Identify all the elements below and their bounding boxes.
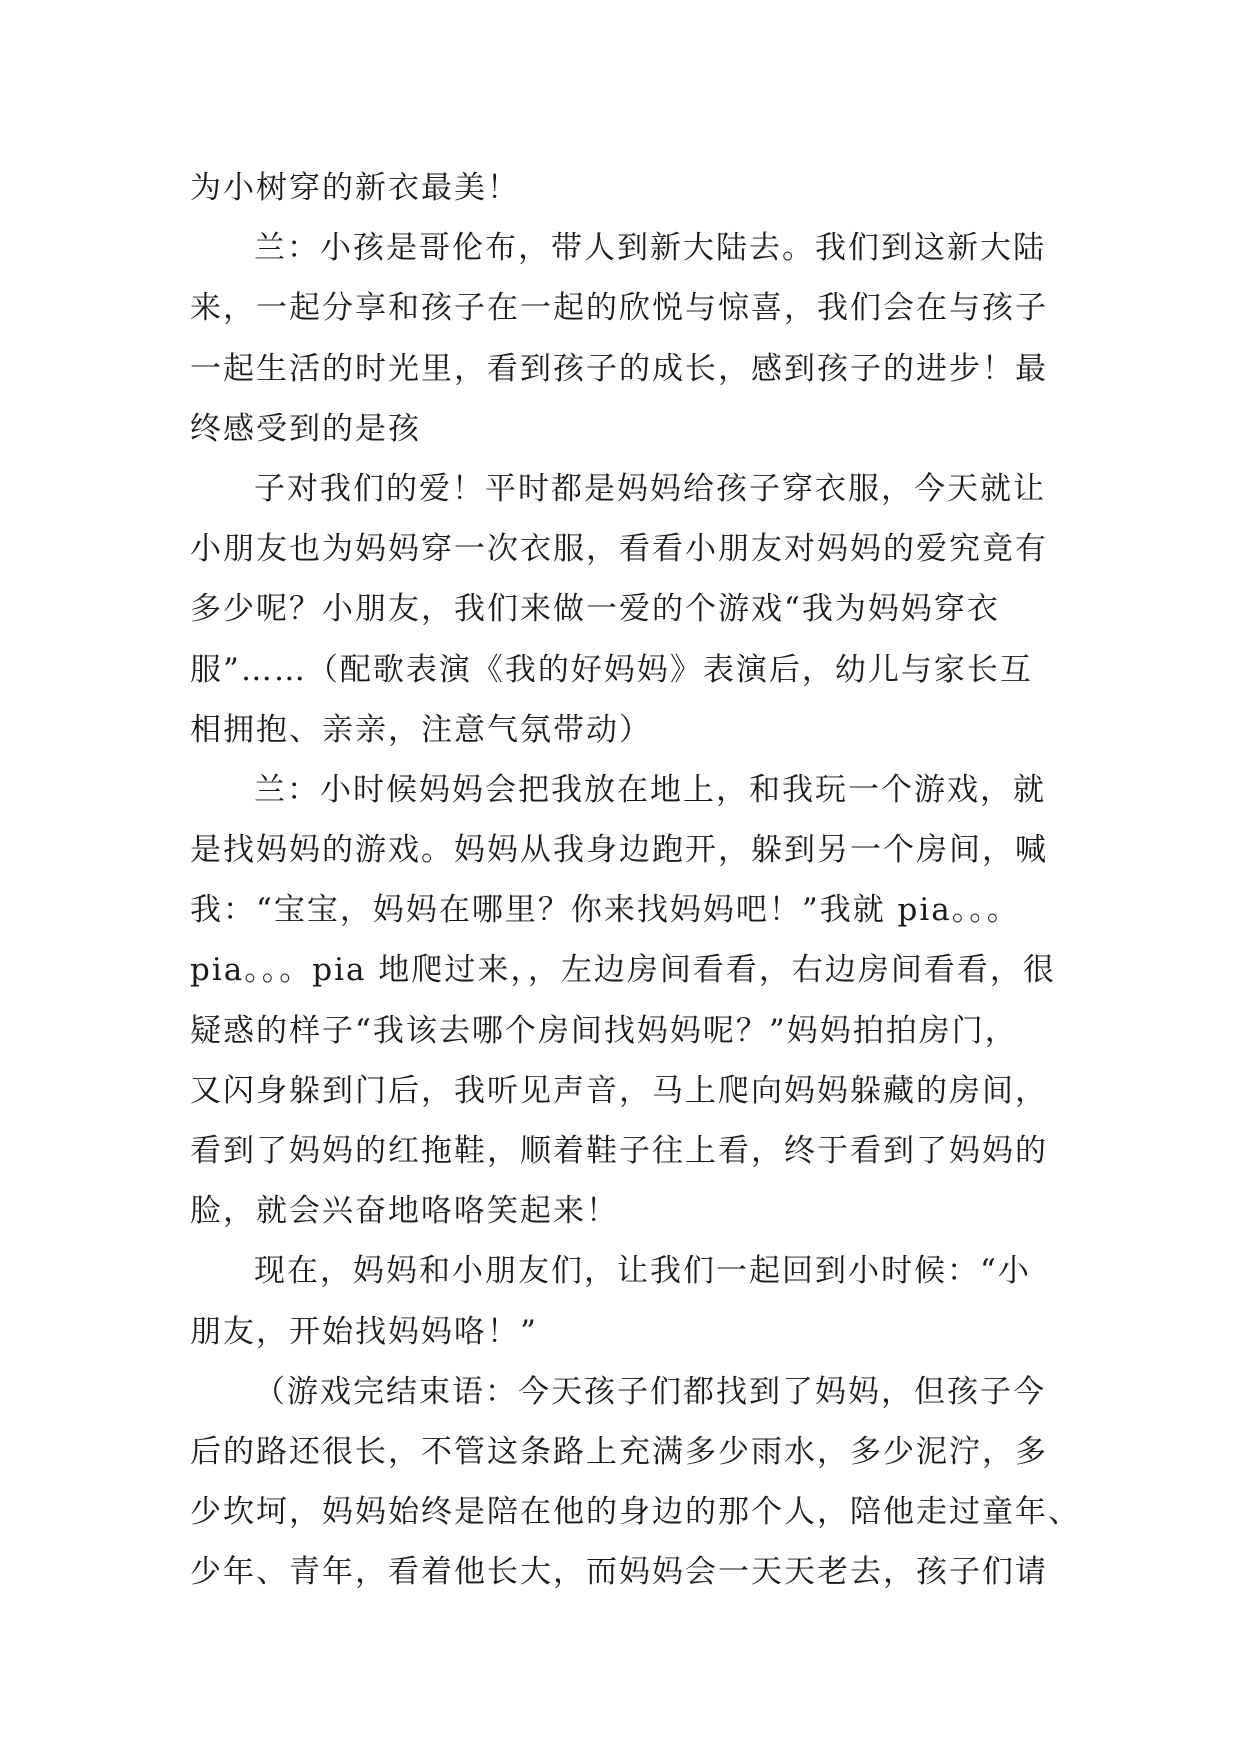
text-line: 疑惑的样子“我该去哪个房间找妈妈呢？”妈妈拍拍房门， [190, 1012, 1018, 1049]
text-line: 朋友，开始找妈妈咯！” [190, 1313, 538, 1350]
text-line: 相拥抱、亲亲，注意气氛带动） [190, 711, 652, 748]
text-line: 小朋友也为妈妈穿一次衣服，看看小朋友对妈妈的爱究竟有 [190, 531, 1048, 568]
text-line: 少年、青年，看着他长大，而妈妈会一天天老去，孩子们请 [190, 1554, 1048, 1591]
text-line: 少坎坷，妈妈始终是陪在他的身边的那个人，陪他走过童年、 [190, 1494, 1081, 1531]
text-line: 兰：小时候妈妈会把我放在地上，和我玩一个游戏，就 [254, 771, 1046, 808]
text-line: 我：“宝宝，妈妈在哪里？你来找妈妈吧！”我就 pia。。。 [190, 892, 1020, 929]
text-line: 来，一起分享和孩子在一起的欣悦与惊喜，我们会在与孩子 [190, 290, 1048, 327]
document-body [190, 158, 1081, 1603]
text-line: 是找妈妈的游戏。妈妈从我身边跑开，躲到另一个房间，喊 [190, 832, 1048, 869]
text-line: 服”……（配歌表演《我的好妈妈》表演后，幼儿与家长互 [190, 651, 1033, 688]
text-line: （游戏完结束语：今天孩子们都找到了妈妈，但孩子今 [254, 1373, 1046, 1410]
text-line: 为小树穿的新衣最美！ [190, 170, 520, 206]
text-line: 脸，就会兴奋地咯咯笑起来！ [190, 1193, 619, 1230]
text-line: 又闪身躲到门后，我听见声音，马上爬向妈妈躲藏的房间， [190, 1072, 1048, 1109]
text-line: 终感受到的是孩 [190, 410, 421, 447]
text-line: 后的路还很长，不管这条路上充满多少雨水，多少泥泞，多 [190, 1433, 1048, 1470]
text-line: 多少呢？小朋友，我们来做一爱的个游戏“我为妈妈穿衣 [190, 591, 1000, 628]
text-line: 看到了妈妈的红拖鞋，顺着鞋子往上看，终于看到了妈妈的 [190, 1133, 1048, 1169]
text-line: 一起生活的时光里，看到孩子的成长，感到孩子的进步！最 [190, 350, 1048, 387]
text-line: pia。。。pia 地爬过来，，左边房间看看，右边房间看看，很 [190, 952, 1056, 989]
text-line: 兰：小孩是哥伦布，带人到新大陆去。我们到这新大陆 [254, 230, 1046, 267]
text-line: 子对我们的爱！平时都是妈妈给孩子穿衣服，今天就让 [254, 470, 1046, 507]
text-line: 现在，妈妈和小朋友们，让我们一起回到小时候：“小 [254, 1253, 1031, 1290]
